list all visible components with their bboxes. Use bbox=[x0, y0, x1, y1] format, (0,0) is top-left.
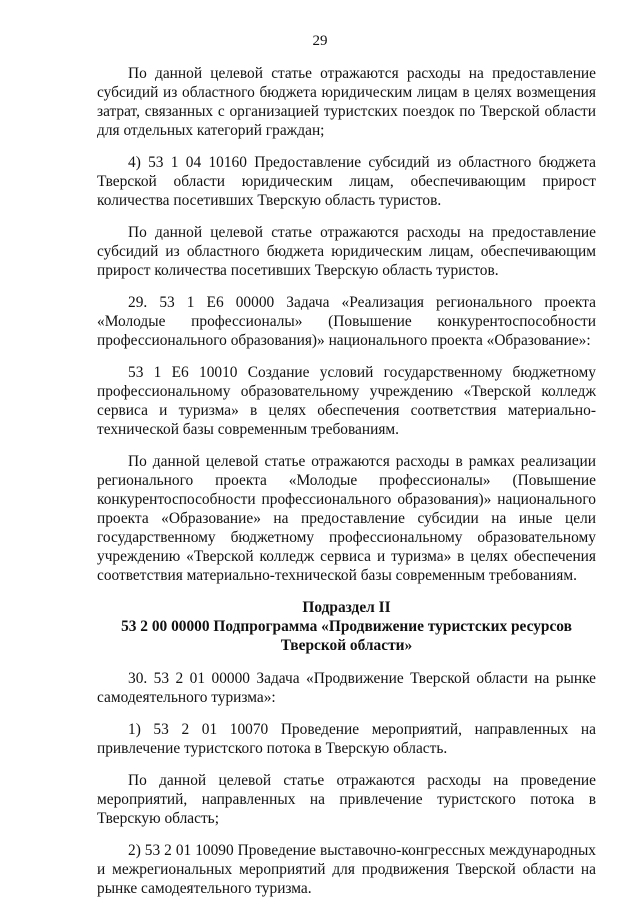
paragraph: По данной целевой статье отражаются расходы на предоставление субсидий из областного бюджета юридическим лицам, обеспечивающим прирост количества посетивших Тверскую область туристов. bbox=[97, 224, 596, 279]
subprogram-title-line2: Тверской области» bbox=[280, 637, 413, 654]
document-body bbox=[97, 64, 596, 911]
subprogram-title-line1: 53 2 00 00000 Подпрограмма «Продвижение туристских ресурсов bbox=[121, 618, 572, 635]
paragraph: По данной целевой статье отражаются расходы на предоставление субсидий из областного бюджета юридическим лицам в целях возмещения затрат, связанных с организацией туристских поездок по Тверской области для отдельных категорий граждан; bbox=[97, 65, 596, 139]
page-number: 29 bbox=[312, 33, 328, 49]
paragraph: 2) 53 2 01 10090 Проведение выставочно-конгрессных международных и межрегиональных мероприятий для продвижения Тверской области на рынке самодеятельного туризма. bbox=[97, 842, 596, 897]
paragraph: 1) 53 2 01 10070 Проведение мероприятий, направленных на привлечение туристского потока в Тверскую область. bbox=[97, 721, 596, 757]
subsection-label: Подраздел II bbox=[302, 599, 391, 616]
paragraph: По данной целевой статье отражаются расходы на проведение мероприятий, направленных на привлечение туристского потока в Тверскую область; bbox=[97, 772, 596, 827]
paragraph: По данной целевой статье отражаются расходы в рамках реализации регионального проекта «Молодые профессионалы» (Повышение конкурентоспособности профессионального образования)» национального проекта «Образование» на предоставление субсидии на иные цели государственному бюджетному профессиональному образовательному учреждению «Тверской колледж сервиса и туризма» в целях обеспечения соответствия материально-технической базы современным требованиям. bbox=[97, 453, 596, 584]
paragraph: 30. 53 2 01 00000 Задача «Продвижение Тверской области на рынке самодеятельного туризма»: bbox=[97, 670, 596, 706]
paragraph: 53 1 Е6 10010 Создание условий государственному бюджетному профессиональному образовательному учреждению «Тверской колледж сервиса и туризма» в целях обеспечения соответствия материально-технической базы современным требованиям. bbox=[97, 364, 596, 438]
paragraph: 4) 53 1 04 10160 Предоставление субсидий из областного бюджета Тверской области юридическим лицам, обеспечивающим прирост количества посетивших Тверскую область туристов. bbox=[97, 154, 596, 209]
section-heading bbox=[97, 598, 596, 655]
paragraph: 29. 53 1 Е6 00000 Задача «Реализация регионального проекта «Молодые профессионалы» (Повышение конкурентоспособности профессионального образования)» национального проекта «Образование»: bbox=[97, 294, 596, 349]
